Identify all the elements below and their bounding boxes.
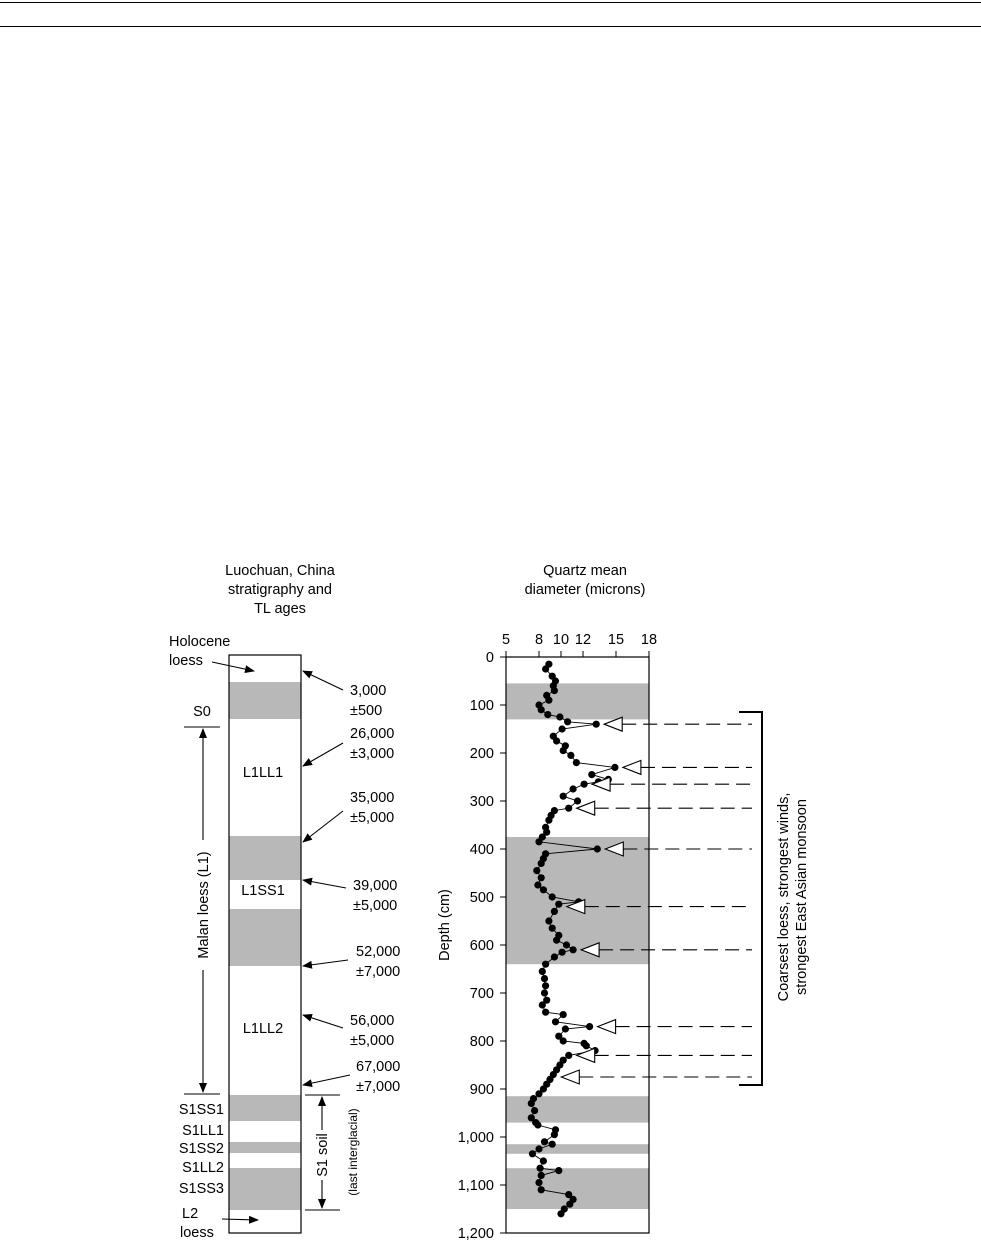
holocene-label-line-2: loess: [169, 653, 203, 669]
data-point: [539, 1001, 546, 1008]
x-tick-label: 15: [607, 632, 625, 648]
data-point: [538, 860, 545, 867]
y-tick-label: 300: [469, 794, 494, 810]
tl-age-arrow: [303, 743, 343, 766]
data-point: [549, 925, 556, 932]
data-point: [573, 759, 580, 766]
tl-age-5: [303, 944, 400, 980]
tl-age-error: ±5,000: [350, 1033, 395, 1049]
data-point: [534, 1121, 541, 1128]
data-point: [551, 1131, 558, 1138]
data-point: [565, 805, 572, 812]
x-tick-label: 8: [534, 632, 544, 648]
bracket-label-line-2: strongest East Asian monsoon: [794, 799, 810, 995]
unit-L1SS1: L1SS1: [241, 883, 285, 899]
data-point: [541, 989, 548, 996]
chart-title-line-2: diameter (microns): [524, 582, 646, 598]
data-point: [529, 1150, 536, 1157]
data-point: [611, 764, 618, 771]
data-point: [540, 1157, 547, 1164]
tl-age-error: ±5,000: [353, 898, 398, 914]
y-tick-label: 1,200: [457, 1226, 494, 1242]
unit-L1LL1: L1LL1: [242, 765, 284, 781]
data-point: [542, 1009, 549, 1016]
tl-age-arrow: [303, 960, 348, 966]
quartz-chart: [437, 563, 810, 1242]
x-tick-label: 12: [574, 632, 592, 648]
data-point: [570, 785, 577, 792]
y-tick-label: 1,000: [457, 1130, 494, 1146]
band-S0: [229, 682, 301, 719]
data-point: [566, 1201, 573, 1208]
shaded-band-1: [506, 683, 649, 719]
data-point: [535, 1090, 542, 1097]
y-tick-label: 100: [469, 698, 494, 714]
tl-age-3: [303, 790, 394, 842]
data-point: [542, 665, 549, 672]
coarse-loess-arrowhead: [623, 760, 641, 774]
tl-age-value: 26,000: [350, 726, 395, 742]
data-point: [541, 975, 548, 982]
data-point: [534, 881, 541, 888]
holocene-label-line-1: Holocene: [169, 634, 231, 650]
data-point: [562, 1025, 569, 1032]
data-point: [555, 1167, 562, 1174]
shaded-band-4: [506, 1144, 649, 1154]
data-point: [553, 737, 560, 744]
y-tick-label: 400: [469, 842, 494, 858]
unit-S1SS2: S1SS2: [178, 1141, 224, 1157]
l2-label-line-1: L2: [182, 1206, 199, 1222]
data-point: [560, 1037, 567, 1044]
unit-S1SS3: S1SS3: [178, 1181, 224, 1197]
data-point: [544, 711, 551, 718]
band-L1SS1-lower: [229, 909, 301, 966]
y-tick-label: 900: [469, 1082, 494, 1098]
tl-age-value: 39,000: [353, 878, 398, 894]
y-tick-label: 700: [469, 986, 494, 1002]
data-point: [594, 845, 601, 852]
tl-age-value: 52,000: [356, 944, 401, 960]
data-point: [538, 1172, 545, 1179]
data-point: [563, 941, 570, 948]
tl-age-arrow: [303, 811, 343, 842]
unit-S1LL2: S1LL2: [182, 1160, 224, 1176]
data-point: [570, 946, 577, 953]
data-point: [528, 1100, 535, 1107]
y-tick-label: 0: [485, 650, 494, 666]
shaded-band-5: [506, 1168, 649, 1209]
l2-arrow: [222, 1219, 258, 1220]
data-point: [535, 1145, 542, 1152]
y-tick-label: 800: [469, 1034, 494, 1050]
y-tick-label: 1,100: [457, 1178, 494, 1194]
tl-age-7: [303, 1059, 400, 1095]
unit-L1LL2: L1LL2: [242, 1021, 284, 1037]
data-point: [533, 867, 540, 874]
data-point: [559, 725, 566, 732]
data-point: [539, 968, 546, 975]
tl-age-error: ±500: [350, 703, 383, 719]
coarse-loess-arrowhead: [592, 777, 610, 791]
band-S1SS3: [229, 1168, 301, 1210]
y-axis: [458, 650, 506, 1242]
data-point: [542, 982, 549, 989]
y-tick-label: 500: [469, 890, 494, 906]
tl-age-arrow: [303, 1075, 350, 1085]
data-point: [549, 893, 556, 900]
data-point: [541, 1138, 548, 1145]
data-point: [551, 953, 558, 960]
data-point: [581, 781, 588, 788]
tl-age-error: ±5,000: [350, 810, 395, 826]
x-tick-label: 5: [501, 632, 511, 648]
unit-S1LL1: S1LL1: [182, 1123, 224, 1139]
x-tick-label: 10: [552, 632, 570, 648]
bracket-label-line-1: Coarsest loess, strongest winds,: [776, 792, 792, 1002]
data-point: [588, 771, 595, 778]
tl-age-error: ±7,000: [356, 1079, 401, 1095]
tl-age-error: ±3,000: [350, 746, 395, 762]
data-point: [535, 1179, 542, 1186]
strat-title-line-3: TL ages: [254, 601, 306, 617]
band-S1SS1: [229, 1095, 301, 1121]
x-tick-label: 18: [640, 632, 658, 648]
data-point: [538, 706, 545, 713]
data-point: [557, 1210, 564, 1217]
l2-label-line-2: loess: [180, 1225, 214, 1241]
tl-age-4: [303, 878, 397, 914]
strat-title-line-1: Luochuan, China: [225, 563, 335, 579]
tl-age-arrow: [303, 1015, 343, 1028]
tl-age-arrow: [303, 880, 346, 888]
tl-age-value: 67,000: [356, 1059, 401, 1075]
tl-age-value: 3,000: [350, 683, 387, 699]
data-point: [559, 949, 566, 956]
data-point: [538, 874, 545, 881]
data-point: [583, 1042, 590, 1049]
data-point: [556, 713, 563, 720]
data-point: [555, 901, 562, 908]
data-point: [531, 1107, 538, 1114]
data-point: [542, 961, 549, 968]
shaded-band-3: [506, 1096, 649, 1122]
holocene-arrow: [212, 662, 254, 671]
data-point: [564, 718, 571, 725]
stratigraphy-panel: [169, 563, 400, 1241]
data-point: [540, 886, 547, 893]
s1-soil-label: S1 soil: [315, 1133, 331, 1177]
data-point: [552, 1018, 559, 1025]
band-L1SS1-upper: [229, 836, 301, 880]
unit-S1SS1: S1SS1: [178, 1102, 224, 1118]
tl-age-2: [303, 726, 394, 766]
tl-age-value: 35,000: [350, 790, 395, 806]
tl-age-arrow: [303, 671, 343, 690]
data-point: [538, 1186, 545, 1193]
data-point: [553, 937, 560, 944]
data-point: [560, 1011, 567, 1018]
data-point: [545, 817, 552, 824]
coarse-loess-arrowhead: [561, 1070, 579, 1084]
data-point: [551, 687, 558, 694]
tl-age-value: 56,000: [350, 1013, 395, 1029]
y-tick-label: 600: [469, 938, 494, 954]
tl-age-1: [303, 671, 386, 719]
data-point: [574, 797, 581, 804]
data-point: [567, 752, 574, 759]
data-point: [565, 1052, 572, 1059]
data-point: [560, 747, 567, 754]
data-point: [586, 1023, 593, 1030]
data-point: [545, 697, 552, 704]
tl-age-6: [303, 1013, 394, 1049]
y-tick-label: 200: [469, 746, 494, 762]
data-point: [537, 1165, 544, 1172]
x-axis: [502, 632, 657, 657]
data-point: [535, 838, 542, 845]
malan-label: Malan loess (L1): [196, 851, 212, 959]
s0-label: S0: [193, 704, 211, 720]
data-point: [560, 793, 567, 800]
coarse-loess-arrowhead: [598, 1020, 616, 1034]
data-point: [545, 917, 552, 924]
data-point: [593, 721, 600, 728]
y-axis-label: Depth (cm): [437, 889, 453, 961]
band-S1SS2: [229, 1142, 301, 1153]
strat-title-line-2: stratigraphy and: [228, 582, 332, 598]
data-point: [551, 908, 558, 915]
chart-title-line-1: Quartz mean: [543, 563, 627, 579]
tl-age-error: ±7,000: [356, 964, 401, 980]
s1-soil-sublabel: (last interglacial): [346, 1108, 360, 1196]
data-point: [549, 1141, 556, 1148]
coarse-loess-arrowhead: [577, 1048, 595, 1062]
